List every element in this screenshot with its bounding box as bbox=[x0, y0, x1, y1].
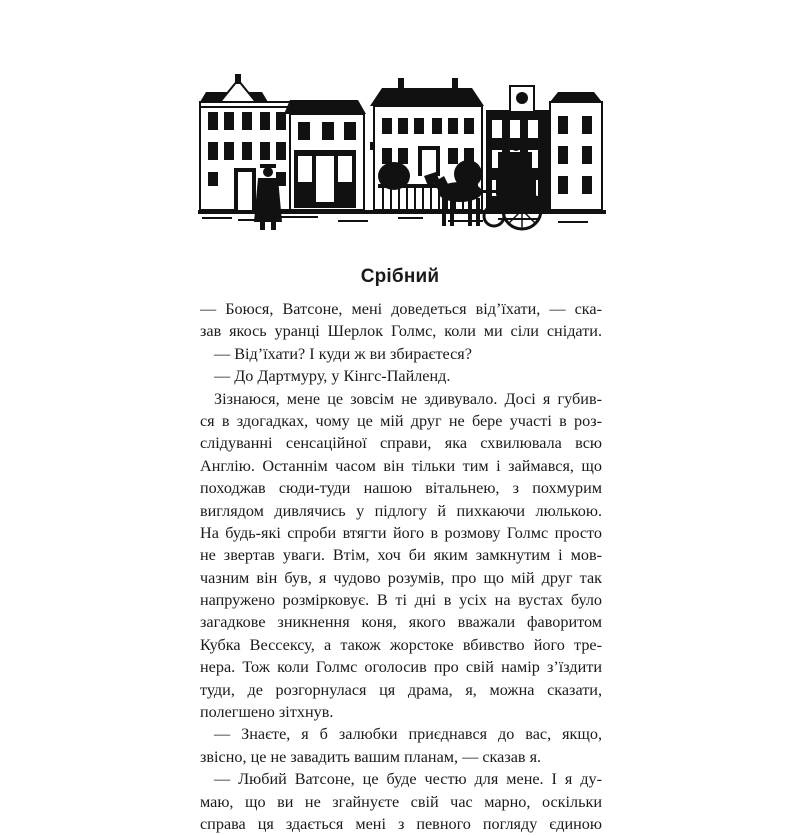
chapter-title: Срібний bbox=[360, 266, 440, 287]
text-line: — До Дартмуру, у Кінгс-Пайленд. bbox=[214, 367, 451, 386]
text-line: полегшено зітхнув. bbox=[200, 703, 334, 722]
text-line: справа ця здається мені з певного погляду єдиною bbox=[200, 814, 602, 833]
street-scene-illustration-icon bbox=[198, 72, 606, 238]
text-line: Англію. Останнім часом він тільки тим і займався, що bbox=[200, 456, 602, 475]
text-line: слідуванні сенсаційної справи, яка схвилювала всю bbox=[200, 434, 602, 453]
text-line: звісно, це не завадить вашим планам, — сказав я. bbox=[200, 747, 542, 766]
text-line: ся в здогадках, чому це мій друг не бере участі в роз- bbox=[200, 411, 602, 430]
text-line: загадкове зникнення коня, якого вважали фаворитом bbox=[200, 613, 602, 632]
text-line: походжав сюди-туди нашою вітальнею, з похмурим bbox=[200, 479, 602, 498]
text-line: — Боюся, Ватсоне, мені доведеться від’їхати, — ска- bbox=[200, 300, 602, 318]
text-line: напружено розмірковує. В ті дні в усіх на вустах було bbox=[200, 591, 602, 610]
text-line: — Знаєте, я б залюбки приєднався до вас, якщо, bbox=[214, 725, 602, 744]
text-line: Зізнаюся, мене це зовсім не здивувало. Досі я губив- bbox=[214, 389, 602, 408]
text-line: чазним він був, я чудово розумів, про що мій друг так bbox=[200, 568, 602, 587]
street-scene-illustration bbox=[198, 72, 606, 238]
text-line: зав якось уранці Шерлок Голмс, коли ми сіли снідати. bbox=[200, 322, 602, 341]
text-line: нера. Тож коли Голмс оголосив про свій намір з’їздити bbox=[200, 658, 602, 677]
text-line: маю, що ви не згайнуєте свій час марно, оскільки bbox=[200, 792, 602, 811]
body-text bbox=[200, 298, 602, 835]
text-line: не звертав уваги. Втім, хоч би яким замкнутим і мов- bbox=[200, 546, 602, 565]
text-line: Кубка Вессексу, а також жорстоке вбивство його тре- bbox=[200, 635, 602, 654]
text-line: На будь-які спроби втягти його в розмову Голмс просто bbox=[200, 523, 602, 542]
text-line: туди, де розгорнулася ця драма, я, можна сказати, bbox=[200, 680, 602, 699]
text-line: виглядом дивлячись у підлогу й пихкаючи люлькою. bbox=[200, 501, 602, 520]
text-line: — Любий Ватсоне, це буде честю для мене. І я ду- bbox=[214, 770, 602, 789]
text-line: — Від’їхати? І куди ж ви збираєтеся? bbox=[214, 344, 472, 363]
